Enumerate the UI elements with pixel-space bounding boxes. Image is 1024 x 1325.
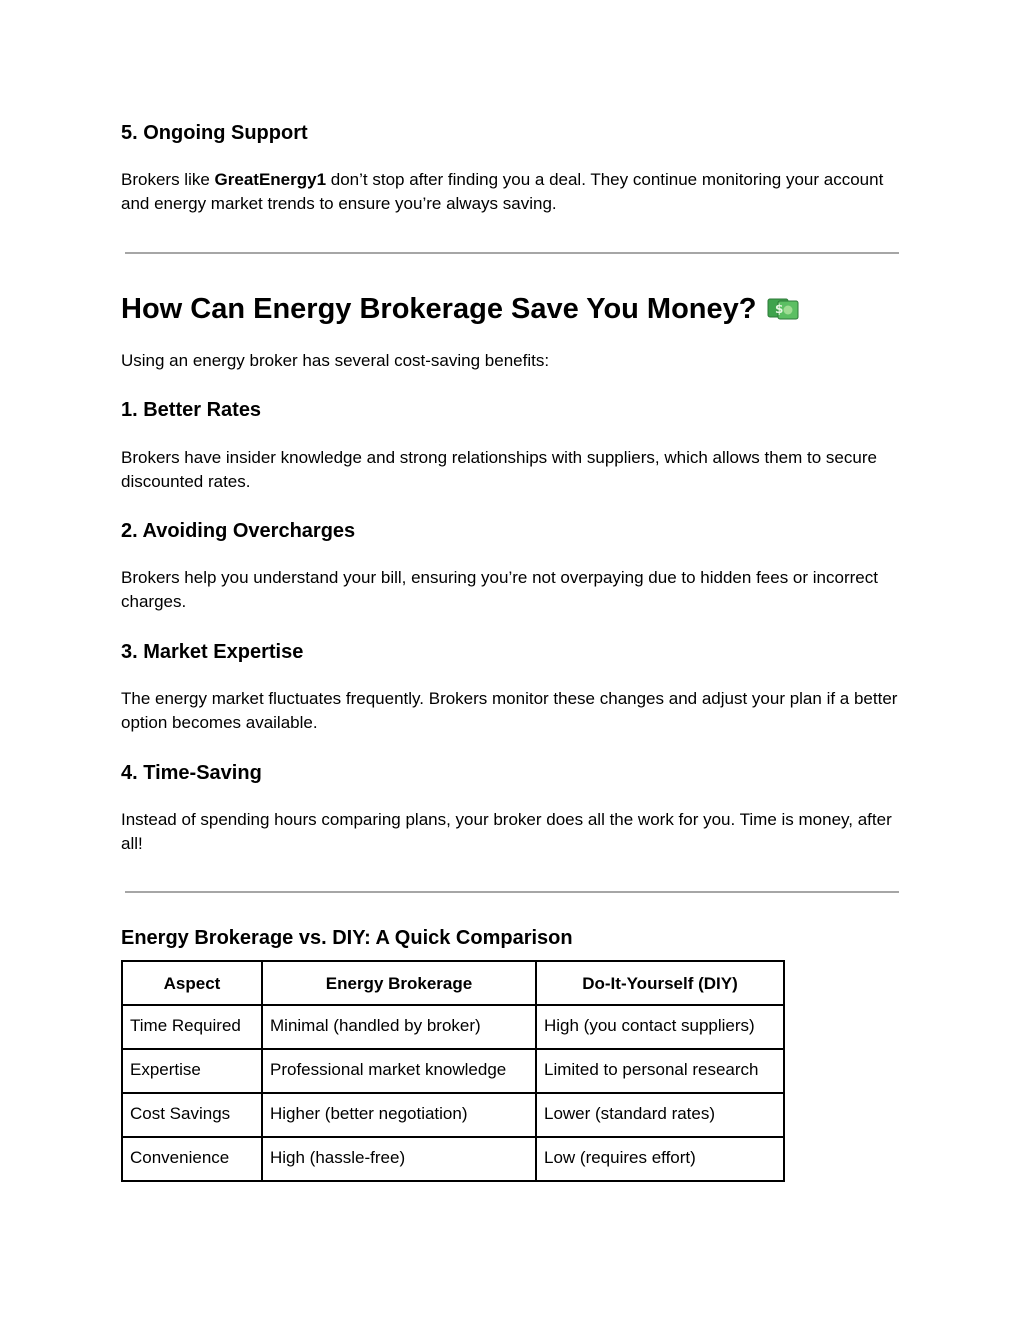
table-cell: Higher (better negotiation) — [262, 1093, 536, 1137]
divider — [125, 891, 899, 893]
market-expertise-paragraph: The energy market fluctuates frequently. Brokers monitor these changes and adjust your plan if a better option becomes available. — [121, 689, 898, 732]
money-bills-icon — [767, 298, 799, 320]
table-cell: High (you contact suppliers) — [536, 1005, 784, 1049]
comparison-heading: Energy Brokerage vs. DIY: A Quick Comparison — [121, 927, 573, 949]
savings-heading-text: How Can Energy Brokerage Save You Money? — [121, 293, 757, 325]
market-expertise-heading: 3. Market Expertise — [121, 641, 304, 663]
savings-heading — [121, 291, 799, 327]
table-cell: Professional market knowledge — [262, 1049, 536, 1093]
divider — [125, 252, 899, 254]
savings-intro: Using an energy broker has several cost-saving benefits: — [121, 351, 550, 370]
comparison-table — [121, 960, 785, 1182]
avoiding-overcharges-heading: 2. Avoiding Overcharges — [121, 520, 356, 542]
ongoing-support-heading: 5. Ongoing Support — [121, 122, 308, 144]
table-row — [122, 1049, 784, 1093]
avoiding-overcharges-paragraph: Brokers help you understand your bill, ensuring you’re not overpaying due to hidden fees or incorrect charges. — [121, 568, 878, 611]
table-cell: Lower (standard rates) — [536, 1093, 784, 1137]
table-cell: Cost Savings — [122, 1093, 262, 1137]
table-cell: Limited to personal research — [536, 1049, 784, 1093]
brand-name: GreatEnergy1 — [214, 170, 327, 189]
table-row — [122, 1093, 784, 1137]
table-cell: Convenience — [122, 1137, 262, 1181]
column-header: Aspect — [122, 961, 262, 1005]
table-row — [122, 1005, 784, 1049]
table-cell: Expertise — [122, 1049, 262, 1093]
table-cell: Minimal (handled by broker) — [262, 1005, 536, 1049]
ongoing-support-text-before: Brokers like — [121, 170, 215, 189]
better-rates-heading: 1. Better Rates — [121, 399, 262, 421]
svg-text:$: $ — [774, 302, 783, 316]
column-header: Do-It-Yourself (DIY) — [536, 961, 784, 1005]
table-header-row — [122, 961, 784, 1005]
table-row — [122, 1137, 784, 1181]
time-saving-heading: 4. Time-Saving — [121, 762, 262, 784]
ongoing-support-text-after: don’t stop after finding you a deal. They continue monitoring your account and energy market trends to ensure you’re always saving. — [121, 170, 884, 213]
better-rates-paragraph: Brokers have insider knowledge and strong relationships with suppliers, which allows them to secure discounted rates. — [121, 448, 877, 491]
column-header: Energy Brokerage — [262, 961, 536, 1005]
time-saving-paragraph: Instead of spending hours comparing plans, your broker does all the work for you. Time is money, after all! — [121, 810, 892, 853]
table-cell: High (hassle-free) — [262, 1137, 536, 1181]
ongoing-support-paragraph — [121, 168, 899, 216]
table-cell: Low (requires effort) — [536, 1137, 784, 1181]
table-cell: Time Required — [122, 1005, 262, 1049]
